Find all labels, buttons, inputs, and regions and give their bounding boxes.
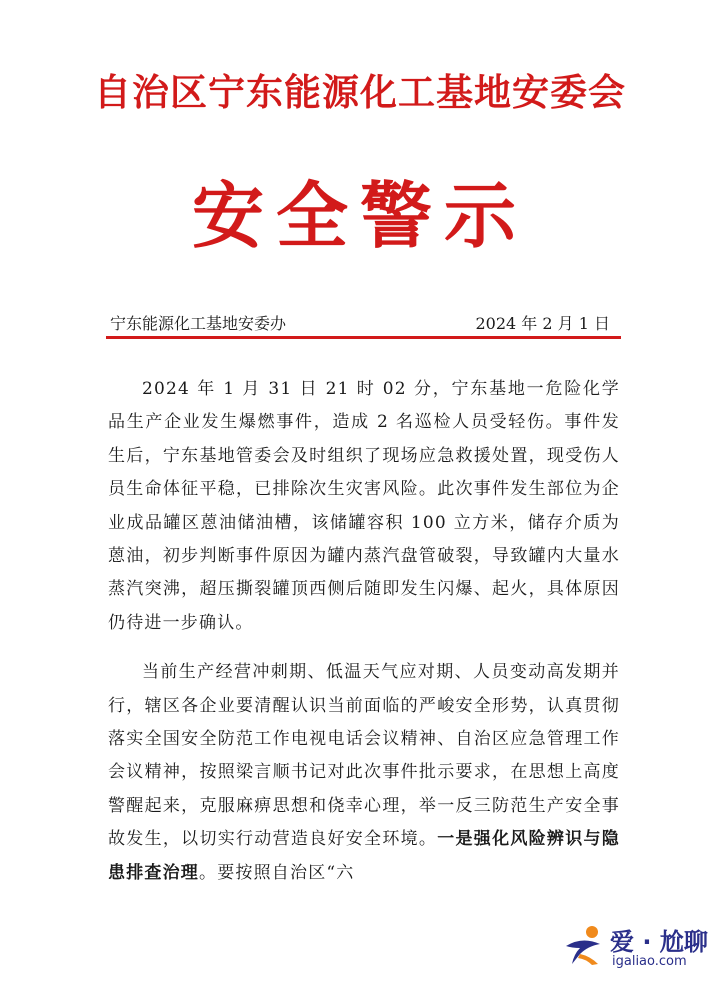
issue-date: 2024 年 2 月 1 日 (475, 314, 610, 333)
body-paragraph-1: 2024 年 1 月 31 日 21 时 02 分，宁东基地一危险化学品生产企业发生爆燃事件，造成 2 名巡检人员受轻伤。事件发生后，宁东基地管委会及时组织了现场应急救援处置，现受伤人员生命体征平稳，已排除次生灾害风险。此次事件发生部位为企业成品罐区蒽油储油槽，该储罐容积 100 立方米，储存介质为蒽油，初步判断事件原因为罐内蒸汽盘管破裂，导致罐内大量水蒸汽突沸，超压撕裂罐顶西侧后随即发生闪爆、起火，具体原因仍待进一步确认。 (108, 379, 620, 633)
document-title: 安全警示 (191, 173, 528, 258)
runner-logo-icon (560, 924, 608, 968)
red-divider-line (106, 336, 621, 339)
issuing-organization: 自治区宁东能源化工基地安委会 (94, 70, 626, 114)
document-body (108, 373, 620, 890)
measure-one-heading: 一是强化风险辨识与隐患排查治理 (108, 829, 620, 883)
paragraph-2-tail: 。要按照自治区“六 (199, 862, 355, 883)
site-watermark (560, 918, 710, 978)
watermark-url: igaliao.com (612, 954, 687, 969)
paragraph-2-lead: 当前生产经营冲刺期、低温天气应对期、人员变动高发期并行，辖区各企业要清醒认识当前面临的严峻安全形势，认真贯彻落实全国安全防范工作电视电话会议精神、自治区应急管理工作会议精神，按照梁言顺书记对此次事件批示要求，在思想上高度警醒起来，克服麻痹思想和侥幸心理，举一反三防范生产安全事故发生，以切实行动营造良好安全环境。 (108, 662, 620, 850)
issuer-office: 宁东能源化工基地安委办 (110, 314, 287, 333)
watermark-brand-name: 爱 · 尬聊 (610, 928, 708, 956)
body-paragraph-2 (108, 656, 620, 890)
document-meta-row (110, 311, 610, 335)
